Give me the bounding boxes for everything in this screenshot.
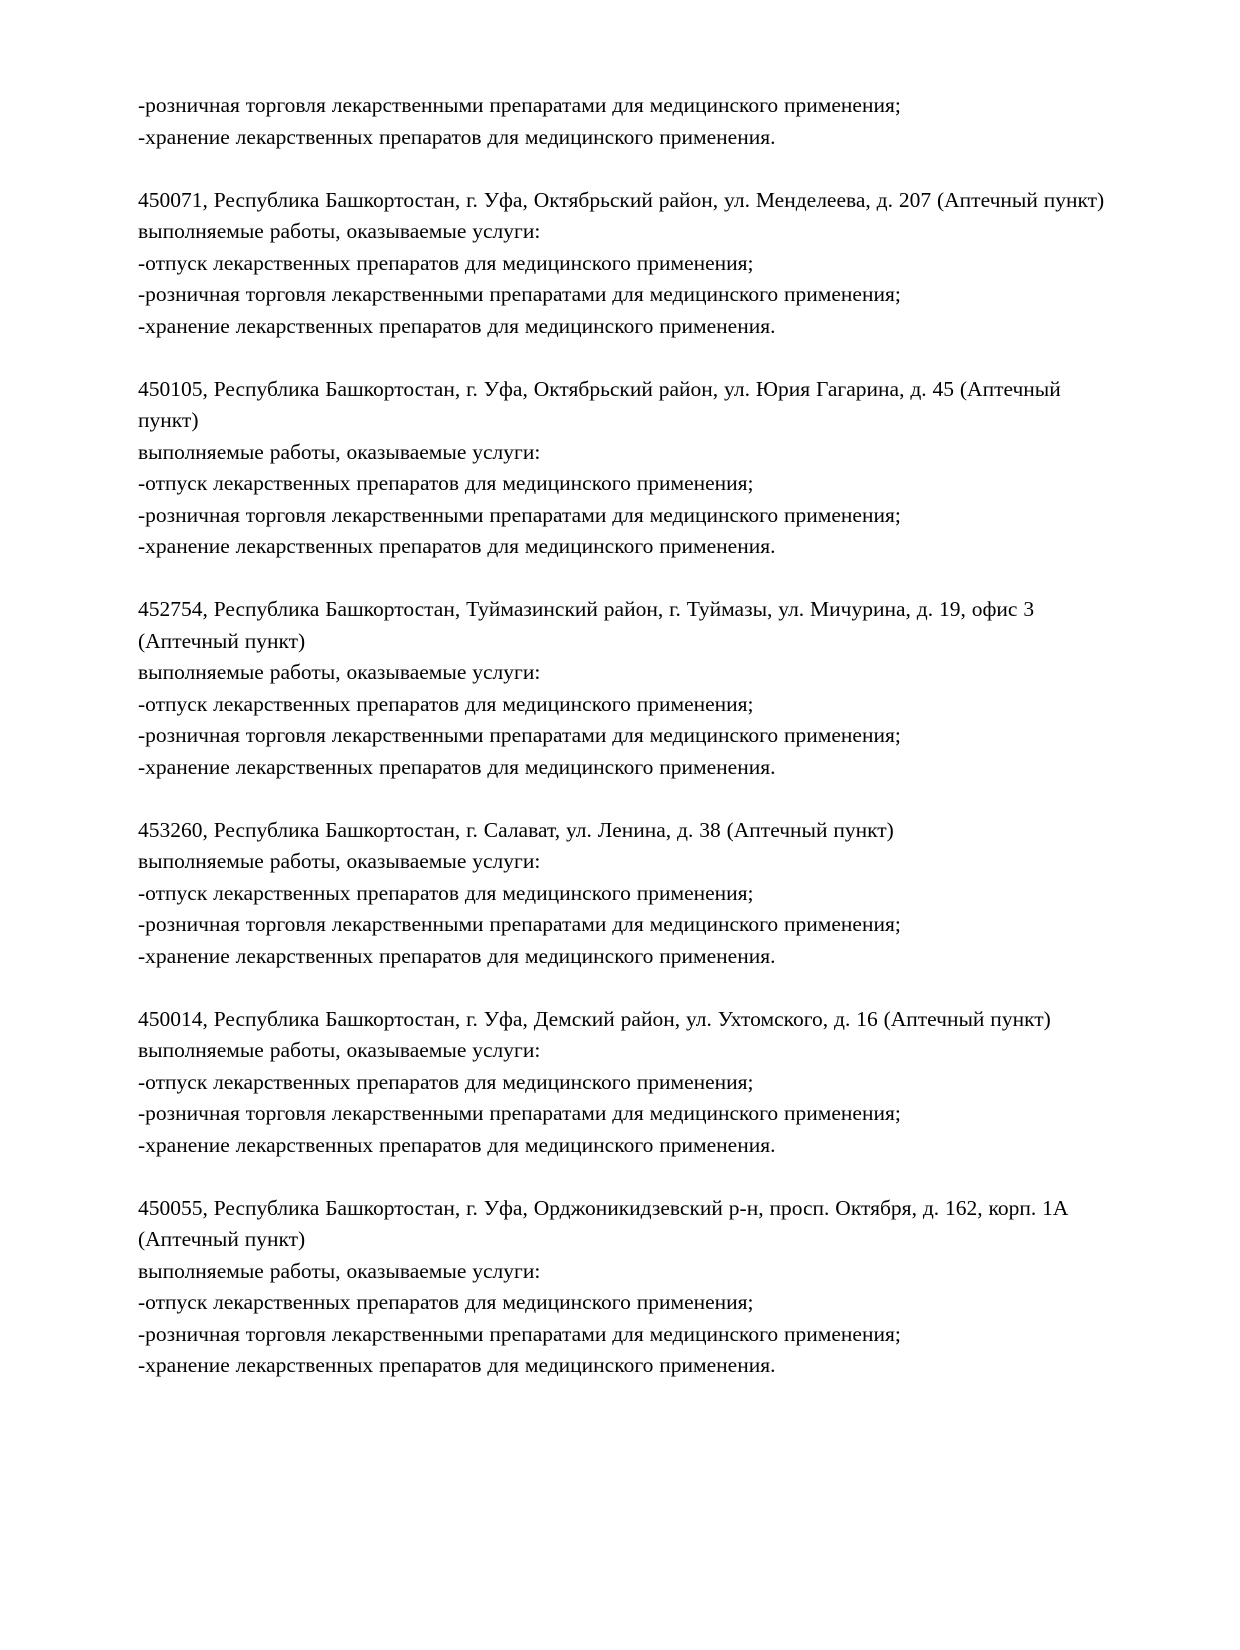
- service-line: -хранение лекарственных препаратов для медицинского применения.: [138, 534, 776, 558]
- service-line: -отпуск лекарственных препаратов для медицинского применения;: [138, 880, 754, 905]
- pharmacy-block: [138, 815, 1118, 973]
- service-line: -хранение лекарственных препаратов для медицинского применения.: [138, 1132, 776, 1157]
- service-line: -розничная торговля лекарственными препаратами для медицинского применения;: [138, 1101, 901, 1125]
- pharmacy-address: 453260, Республика Башкортостан, г. Салават, ул. Ленина, д. 38 (Аптечный пункт): [138, 817, 894, 842]
- pharmacy-address: 450055, Республика Башкортостан, г. Уфа, Орджоникидзевский р-н, просп. Октября, д. 162, корп. 1А (Аптечный пункт): [138, 1195, 1069, 1251]
- service-line: -хранение лекарственных препаратов для медицинского применения.: [138, 313, 776, 338]
- service-line: -розничная торговля лекарственными препаратами для медицинского применения;: [138, 93, 901, 117]
- service-line: -розничная торговля лекарственными препаратами для медицинского применения;: [138, 912, 901, 936]
- service-line: -розничная торговля лекарственными препаратами для медицинского применения;: [138, 282, 901, 306]
- service-line: -отпуск лекарственных препаратов для медицинского применения;: [138, 691, 754, 716]
- pharmacy-block: [138, 594, 1118, 783]
- service-line: -розничная торговля лекарственными препаратами для медицинского применения;: [138, 723, 901, 747]
- works-label: выполняемые работы, оказываемые услуги:: [138, 1038, 541, 1062]
- pharmacy-address: 450105, Республика Башкортостан, г. Уфа, Октябрьский район, ул. Юрия Гагарина, д. 45 (Аптечный пункт): [138, 376, 1061, 432]
- pharmacy-address: 450071, Республика Башкортостан, г. Уфа, Октябрьский район, ул. Менделеева, д. 207 (Аптечный пункт): [138, 187, 1105, 212]
- service-line: -отпуск лекарственных препаратов для медицинского применения;: [138, 1290, 754, 1314]
- works-label: выполняемые работы, оказываемые услуги:: [138, 439, 541, 464]
- service-line: -отпуск лекарственных препаратов для медицинского применения;: [138, 250, 754, 275]
- works-label: выполняемые работы, оказываемые услуги:: [138, 219, 541, 243]
- pharmacy-block: [138, 374, 1118, 563]
- document-body: [138, 90, 1118, 1382]
- pharmacy-block: [138, 185, 1118, 343]
- service-line: -хранение лекарственных препаратов для медицинского применения.: [138, 124, 776, 149]
- pharmacy-block: [138, 1193, 1118, 1382]
- continuation-paragraph: [138, 90, 1118, 153]
- service-line: -хранение лекарственных препаратов для медицинского применения.: [138, 1353, 776, 1377]
- works-label: выполняемые работы, оказываемые услуги:: [138, 849, 541, 873]
- pharmacy-block: [138, 1004, 1118, 1162]
- service-line: -отпуск лекарственных препаратов для медицинского применения;: [138, 471, 754, 495]
- works-label: выполняемые работы, оказываемые услуги:: [138, 1258, 541, 1283]
- service-line: -розничная торговля лекарственными препаратами для медицинского применения;: [138, 502, 901, 527]
- service-line: -отпуск лекарственных препаратов для медицинского применения;: [138, 1069, 754, 1094]
- service-line: -хранение лекарственных препаратов для медицинского применения.: [138, 943, 776, 968]
- pharmacy-address: 450014, Республика Башкортостан, г. Уфа, Демский район, ул. Ухтомского, д. 16 (Аптечный пункт): [138, 1006, 1051, 1031]
- pharmacy-address: 452754, Республика Башкортостан, Туймазинский район, г. Туймазы, ул. Мичурина, д. 19, офис 3 (Аптечный пункт): [138, 597, 1035, 653]
- works-label: выполняемые работы, оказываемые услуги:: [138, 660, 541, 684]
- service-line: -розничная торговля лекарственными препаратами для медицинского применения;: [138, 1321, 901, 1346]
- service-line: -хранение лекарственных препаратов для медицинского применения.: [138, 754, 776, 779]
